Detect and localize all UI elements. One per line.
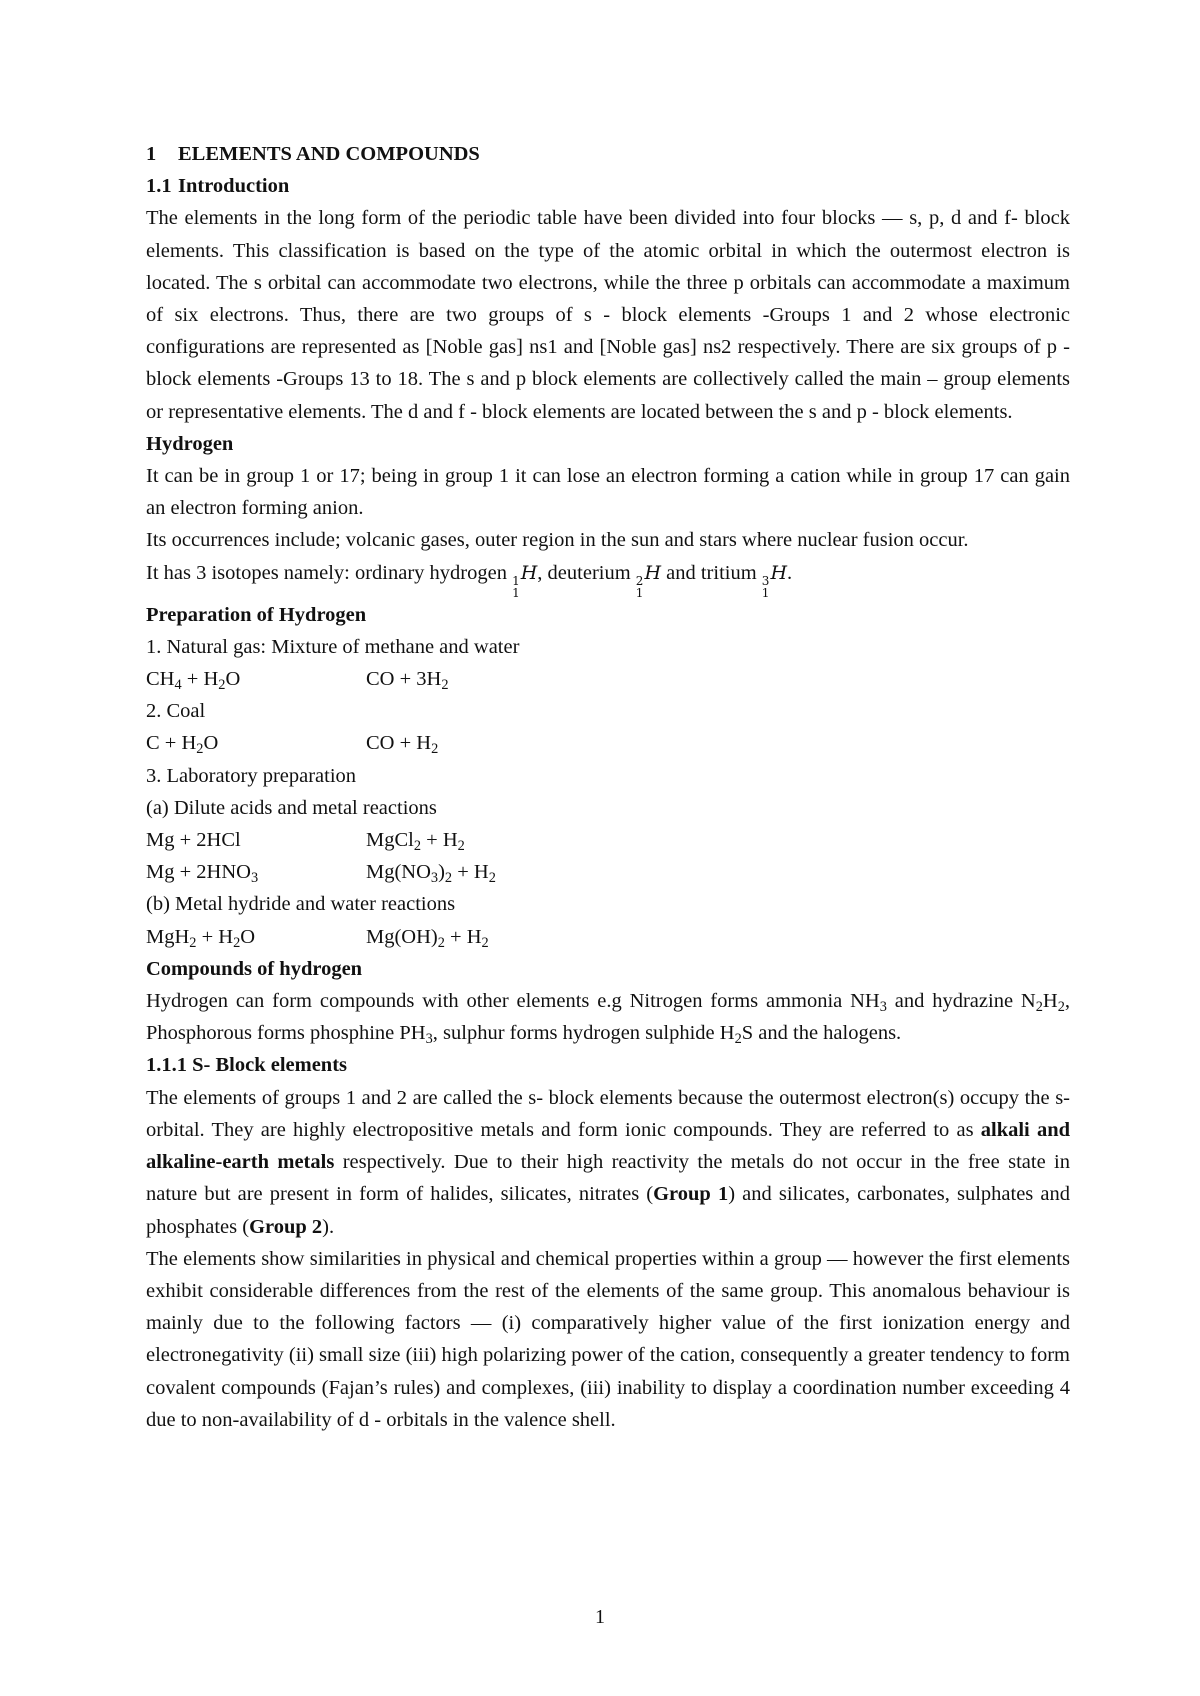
s-block-text: ). (322, 1215, 335, 1238)
s-block-paragraph-2: The elements show similarities in physical and chemical properties within a group — however the first elements exhibit considerable differences from the rest of the elements of the same group. This anomalous behaviour is mainly due to the following factors — (i) comparatively higher value of the first ionization energy and electronegativity (ii) small size (iii) high polarizing power of the cation, consequently a greater tendency to form covalent compounds (Fajan’s rules) and complexes, (iii) inability to display a coordination number exceeding 4 due to non-availability of d - orbitals in the valence shell. (146, 1247, 1070, 1431)
equation-products: MgCl$_2$ + $H_2$ (366, 829, 465, 855)
s-block-paragraph-1 (146, 1082, 1070, 1243)
equation-products: CO + $H_2$ (366, 732, 439, 758)
hydrogen-paragraph-1: It can be in group 1 or 17; being in group 1 it can lose an electron forming a cation while in group 17 can gain an electron forming anion. (146, 465, 1070, 520)
s-block-bold-term: alkali and alkaline-earth metals (146, 1118, 1070, 1174)
compounds-text: H (1042, 990, 1058, 1013)
hydrogen-heading: Hydrogen (146, 432, 234, 455)
isotope-protium (512, 561, 538, 600)
preparation-item-3: 3. Laboratory preparation (146, 764, 357, 787)
chapter-title: ELEMENTS AND COMPOUNDS (178, 143, 480, 165)
equation-coal (146, 727, 1070, 759)
preparation-heading: Preparation of Hydrogen (146, 603, 367, 626)
equation-reactants: $MgH_2 + H_2O$ (146, 925, 256, 951)
compounds-heading: Compounds of hydrogen (146, 957, 363, 980)
equation-products: CO + $3H_2$ (366, 668, 449, 694)
page-number: 1 (595, 1606, 605, 1628)
s-block-text: respectively. Due to their high reactivity the metals do not occur in the free state in nature but are present in form of halides, silicates, nitrates ( (146, 1151, 1070, 1206)
section-heading (146, 170, 1070, 202)
section-number: 1.1 (146, 175, 172, 198)
preparation-item-2: 2. Coal (146, 700, 206, 723)
s-block-text: The elements of groups 1 and 2 are called the s- block elements because the outermost electron(s) occupy the s-orbital. They are highly electropositive metals and form ionic compounds. They are referred to as (146, 1086, 1070, 1141)
compounds-text: , Phosphorous forms phosphine PH (146, 990, 1070, 1045)
equation-methane (146, 663, 1070, 695)
isotopes-text: and tritium (661, 561, 762, 584)
isotope-mass-number: 3 (761, 573, 770, 588)
equation-mg-hno3 (146, 856, 1070, 888)
isotope-symbol: H (770, 561, 788, 584)
isotope-symbol: H (520, 561, 538, 584)
hydrogen-paragraph-2: Its occurrences include; volcanic gases, outer region in the sun and stars where nuclear fusion occur. (146, 529, 969, 552)
equation-reactants: $C + H_2O$ (146, 732, 219, 758)
equation-reactants: $CH_4 + H_2O$ (146, 668, 241, 694)
compounds-text: S and the halogens. (741, 1022, 902, 1045)
chapter-heading (146, 138, 1070, 170)
isotope-tritium (761, 561, 788, 600)
isotopes-text: . (787, 561, 793, 584)
equation-mg-hcl (146, 824, 1070, 856)
document-page (146, 138, 1070, 1436)
isotopes-text: , deuterium (537, 561, 636, 584)
intro-paragraph: The elements in the long form of the periodic table have been divided into four blocks — s, p, d and f- block elements. This classification is based on the type of the atomic orbital in which the outermost electron is located. The s orbital can accommodate two electrons, while the three p orbitals can accommodate a maximum of six electrons. Thus, there are two groups of s - block elements -Groups 1 and 2 whose electronic configurations are represented as [Noble gas] ns1 and [Noble gas] ns2 respectively. There are six groups of p - block elements -Groups 13 to 18. The s and p block elements are collectively called the main – group elements or representative elements. The d and f - block elements are located between the s and p - block elements. (146, 207, 1070, 423)
isotope-atomic-number: 1 (761, 585, 770, 600)
isotope-mass-number: 1 (512, 573, 520, 588)
isotope-deuterium (635, 561, 662, 600)
isotopes-line (146, 557, 1070, 599)
equation-reactants: $Mg + 2HNO_3$ (146, 861, 259, 887)
compounds-paragraph: Hydrogen can form compounds with other elements e.g Nitrogen forms ammonia $NH_3$ and hydrazine $N_2H_2$, Phosphorous forms phosphine $PH_3$, sulphur forms hydrogen sulphide $H_2S$ and the halogens. (146, 990, 1070, 1048)
isotope-mass-number: 2 (635, 573, 644, 588)
compounds-text: , sulphur forms hydrogen sulphide H (432, 1022, 735, 1045)
compounds-text: Hydrogen can form compounds with other elements e.g Nitrogen forms ammonia NH (146, 990, 880, 1013)
isotope-atomic-number: 1 (512, 585, 520, 600)
s-block-bold-term: Group 1 (653, 1183, 729, 1206)
equation-mgh2-water (146, 921, 1070, 953)
isotope-symbol: H (644, 561, 662, 584)
s-block-text: ) and silicates, carbonates, sulphates and phosphates ( (146, 1183, 1070, 1238)
compounds-text: and hydrazine N (886, 990, 1036, 1013)
equation-reactants: Mg + 2HCl (146, 829, 241, 852)
equation-products: $Mg(OH)_2 + H_2$ (366, 925, 489, 951)
section-title: Introduction (178, 175, 290, 198)
isotopes-text: It has 3 isotopes namely: ordinary hydrogen (146, 561, 513, 584)
preparation-item-3a: (a) Dilute acids and metal reactions (146, 796, 437, 819)
preparation-item-3b: (b) Metal hydride and water reactions (146, 893, 456, 916)
preparation-item-1: 1. Natural gas: Mixture of methane and water (146, 635, 520, 658)
chapter-number: 1 (146, 143, 157, 165)
s-block-bold-term: Group 2 (249, 1215, 323, 1238)
s-block-heading: 1.1.1 S- Block elements (146, 1054, 347, 1077)
equation-products: $Mg(NO_3)_2 + H_2$ (366, 861, 496, 887)
isotope-atomic-number: 1 (635, 585, 644, 600)
